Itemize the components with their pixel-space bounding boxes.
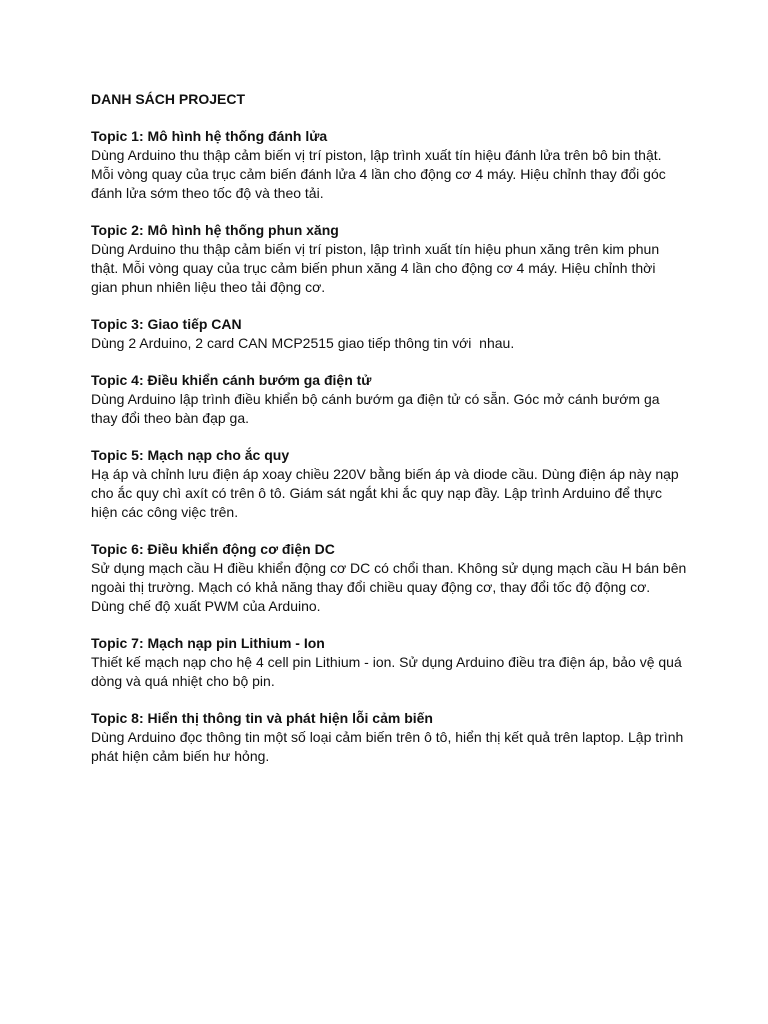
text-line: Dùng Arduino thu thập cảm biến vị trí piston, lập trình xuất tín hiệu đánh lửa trên bô bin thật. (91, 147, 662, 163)
text-line: hiện các công việc trên. (91, 504, 239, 520)
topic-5 (91, 446, 691, 522)
text-line: Hạ áp và chỉnh lưu điện áp xoay chiều 220V bằng biến áp và diode cầu. Dùng điện áp này nạp (91, 466, 679, 482)
text-line: Mỗi vòng quay của trục cảm biến đánh lửa 4 lần cho động cơ 4 máy. Hiệu chỉnh thay đổi góc (91, 166, 666, 182)
topic-heading: Topic 3: Giao tiếp CAN (91, 316, 242, 332)
topic-description (91, 559, 691, 616)
text-line: Dùng 2 Arduino, 2 card CAN MCP2515 giao tiếp thông tin với nhau. (91, 335, 515, 351)
text-line: thật. Mỗi vòng quay của trục cảm biến phun xăng 4 lần cho động cơ 4 máy. Hiệu chỉnh thời (91, 260, 656, 276)
topic-heading: Topic 4: Điều khiển cánh bướm ga điện tử (91, 372, 372, 388)
topic-heading: Topic 1: Mô hình hệ thống đánh lửa (91, 128, 328, 144)
text-line: dòng và quá nhiệt cho bộ pin. (91, 673, 275, 689)
topic-heading: Topic 8: Hiển thị thông tin và phát hiện lỗi cảm biến (91, 710, 433, 726)
topic-7 (91, 634, 691, 691)
topic-description (91, 146, 691, 203)
topic-description (91, 334, 691, 353)
topic-1 (91, 127, 691, 203)
text-line: Sử dụng mạch cầu H điều khiển động cơ DC có chổi than. Không sử dụng mạch cầu H bán bên (91, 560, 687, 576)
topic-8 (91, 709, 691, 766)
text-line: thay đổi theo bàn đạp ga. (91, 410, 250, 426)
topic-3 (91, 315, 691, 353)
text-line: ngoài thị trường. Mạch có khả năng thay đổi chiều quay động cơ, thay đổi tốc độ động cơ. (91, 579, 651, 595)
text-line: đánh lửa sớm theo tốc độ và theo tải. (91, 185, 324, 201)
text-line: Dùng Arduino lập trình điều khiển bộ cánh bướm ga điện tử có sẵn. Góc mở cánh bướm ga (91, 391, 660, 407)
topic-heading: Topic 5: Mạch nạp cho ắc quy (91, 447, 290, 463)
document-page (91, 90, 691, 784)
text-line: Dùng Arduino đọc thông tin một số loại cảm biến trên ô tô, hiển thị kết quả trên laptop. Lập trình (91, 729, 684, 745)
text-line: phát hiện cảm biến hư hỏng. (91, 748, 270, 764)
topic-heading: Topic 7: Mạch nạp pin Lithium - Ion (91, 635, 325, 651)
topic-6 (91, 540, 691, 616)
topic-heading: Topic 6: Điều khiển động cơ điện DC (91, 541, 335, 557)
text-line: Dùng Arduino thu thập cảm biến vị trí piston, lập trình xuất tín hiệu phun xăng trên kim phun (91, 241, 660, 257)
topic-description (91, 728, 691, 766)
document-title: DANH SÁCH PROJECT (91, 91, 246, 107)
text-line: Thiết kế mạch nạp cho hệ 4 cell pin Lithium - ion. Sử dụng Arduino điều tra điện áp, bảo vệ quá (91, 654, 682, 670)
topic-description (91, 465, 691, 522)
topic-description (91, 390, 691, 428)
topic-heading: Topic 2: Mô hình hệ thống phun xăng (91, 222, 339, 238)
topic-2 (91, 221, 691, 297)
topic-description (91, 653, 691, 691)
topic-4 (91, 371, 691, 428)
text-line: gian phun nhiên liệu theo tải động cơ. (91, 279, 326, 295)
text-line: cho ắc quy chì axít có trên ô tô. Giám sát ngắt khi ắc quy nạp đầy. Lập trình Arduino để thực (91, 485, 662, 501)
text-line: Dùng chế độ xuất PWM của Arduino. (91, 598, 321, 614)
topic-description (91, 240, 691, 297)
